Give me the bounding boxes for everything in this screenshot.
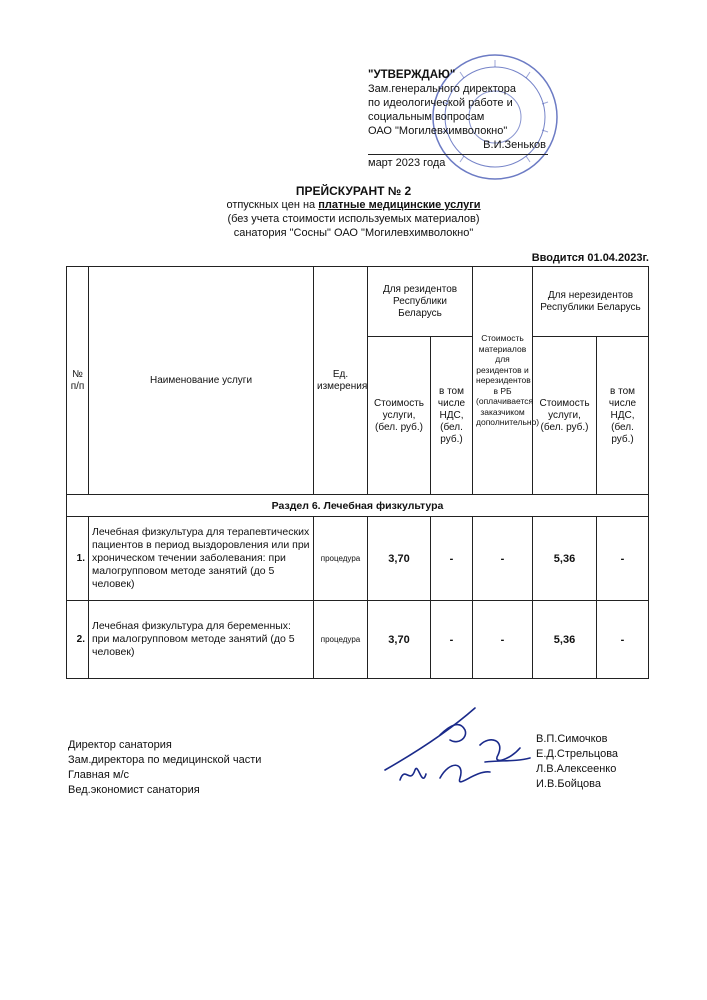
- signatory-title: Главная м/с: [68, 769, 130, 781]
- table-row: [67, 517, 649, 601]
- title-line-2: [0, 198, 707, 212]
- price-table: [66, 266, 649, 679]
- row-materials: -: [473, 517, 533, 601]
- approval-signer: В.И.Зеньков: [483, 139, 546, 151]
- document-title: [0, 184, 707, 240]
- intro-date: Вводится 01.04.2023г.: [531, 252, 649, 264]
- approval-line-4: ОАО "Могилевхимволокно": [368, 125, 508, 137]
- header-unit: Ед. измерения: [314, 267, 368, 495]
- header-nonresidents: Для нерезидентов Республики Беларусь: [533, 267, 649, 337]
- signatory-name: Л.В.Алексеенко: [536, 763, 617, 775]
- row-vat: -: [431, 601, 473, 679]
- signatory-title: Зам.директора по медицинской части: [68, 754, 262, 766]
- row-materials: -: [473, 601, 533, 679]
- header-num: № п/п: [67, 267, 89, 495]
- signatory-titles: [68, 738, 261, 798]
- signatory-name: Е.Д.Стрельцова: [536, 748, 619, 760]
- header-cost-nr: Стоимость услуги, (бел. руб.): [533, 337, 597, 495]
- title-line-2-emphasis: платные медицинские услуги: [318, 199, 481, 211]
- row-cost-nr: 5,36: [533, 601, 597, 679]
- approval-line-2: по идеологической работе и: [368, 97, 513, 109]
- title-line-2-prefix: отпускных цен на: [226, 199, 316, 211]
- header-cost: Стоимость услуги, (бел. руб.): [368, 337, 431, 495]
- row-vat-nr: -: [597, 601, 649, 679]
- row-num: 2.: [67, 601, 89, 679]
- section-title: Раздел 6. Лечебная физкультура: [67, 495, 649, 517]
- signatory-name: И.В.Бойцова: [536, 778, 601, 790]
- row-unit: процедура: [314, 517, 368, 601]
- title-line-3: (без учета стоимости используемых материалов): [227, 213, 480, 225]
- signatory-names: [536, 732, 618, 792]
- row-service-name: Лечебная физкультура для беременных: при малогрупповом методе занятий (до 5 человек): [89, 601, 314, 679]
- table-row: [67, 601, 649, 679]
- row-num: 1.: [67, 517, 89, 601]
- signatory-title: Вед.экономист санатория: [68, 784, 200, 796]
- row-service-name: Лечебная физкультура для терапевтических пациентов в период выздоровления или при хроническом течении заболевания: при малогрупповом методе занятий (до 5 человек): [89, 517, 314, 601]
- row-unit: процедура: [314, 601, 368, 679]
- signatory-name: В.П.Симочков: [536, 733, 608, 745]
- title-line-4: санатория "Сосны" ОАО "Могилевхимволокно": [233, 227, 474, 239]
- handwritten-signatures: [380, 700, 540, 810]
- row-vat-nr: -: [597, 517, 649, 601]
- header-vat: в том числе НДС, (бел. руб.): [431, 337, 473, 495]
- row-vat: -: [431, 517, 473, 601]
- approval-line-1: Зам.генерального директора: [368, 83, 516, 95]
- row-cost: 3,70: [368, 601, 431, 679]
- header-materials: Стоимость материалов для резидентов и нерезидентов в РБ (оплачивается заказчиком дополнительно): [473, 267, 533, 495]
- row-cost-nr: 5,36: [533, 517, 597, 601]
- approval-date: март 2023 года: [368, 157, 446, 169]
- header-residents: Для резидентов Республики Беларусь: [368, 267, 473, 337]
- approval-line-3: социальным вопросам: [368, 111, 485, 123]
- header-name: Наименование услуги: [89, 267, 314, 495]
- row-cost: 3,70: [368, 517, 431, 601]
- signatory-title: Директор санатория: [68, 739, 172, 751]
- approval-block: [368, 68, 558, 170]
- price-list-name: ПРЕЙСКУРАНТ № 2: [295, 184, 412, 198]
- approval-signature-line: [368, 154, 548, 155]
- approval-heading: "УТВЕРЖДАЮ": [368, 69, 456, 81]
- header-vat-nr: в том числе НДС, (бел. руб.): [597, 337, 649, 495]
